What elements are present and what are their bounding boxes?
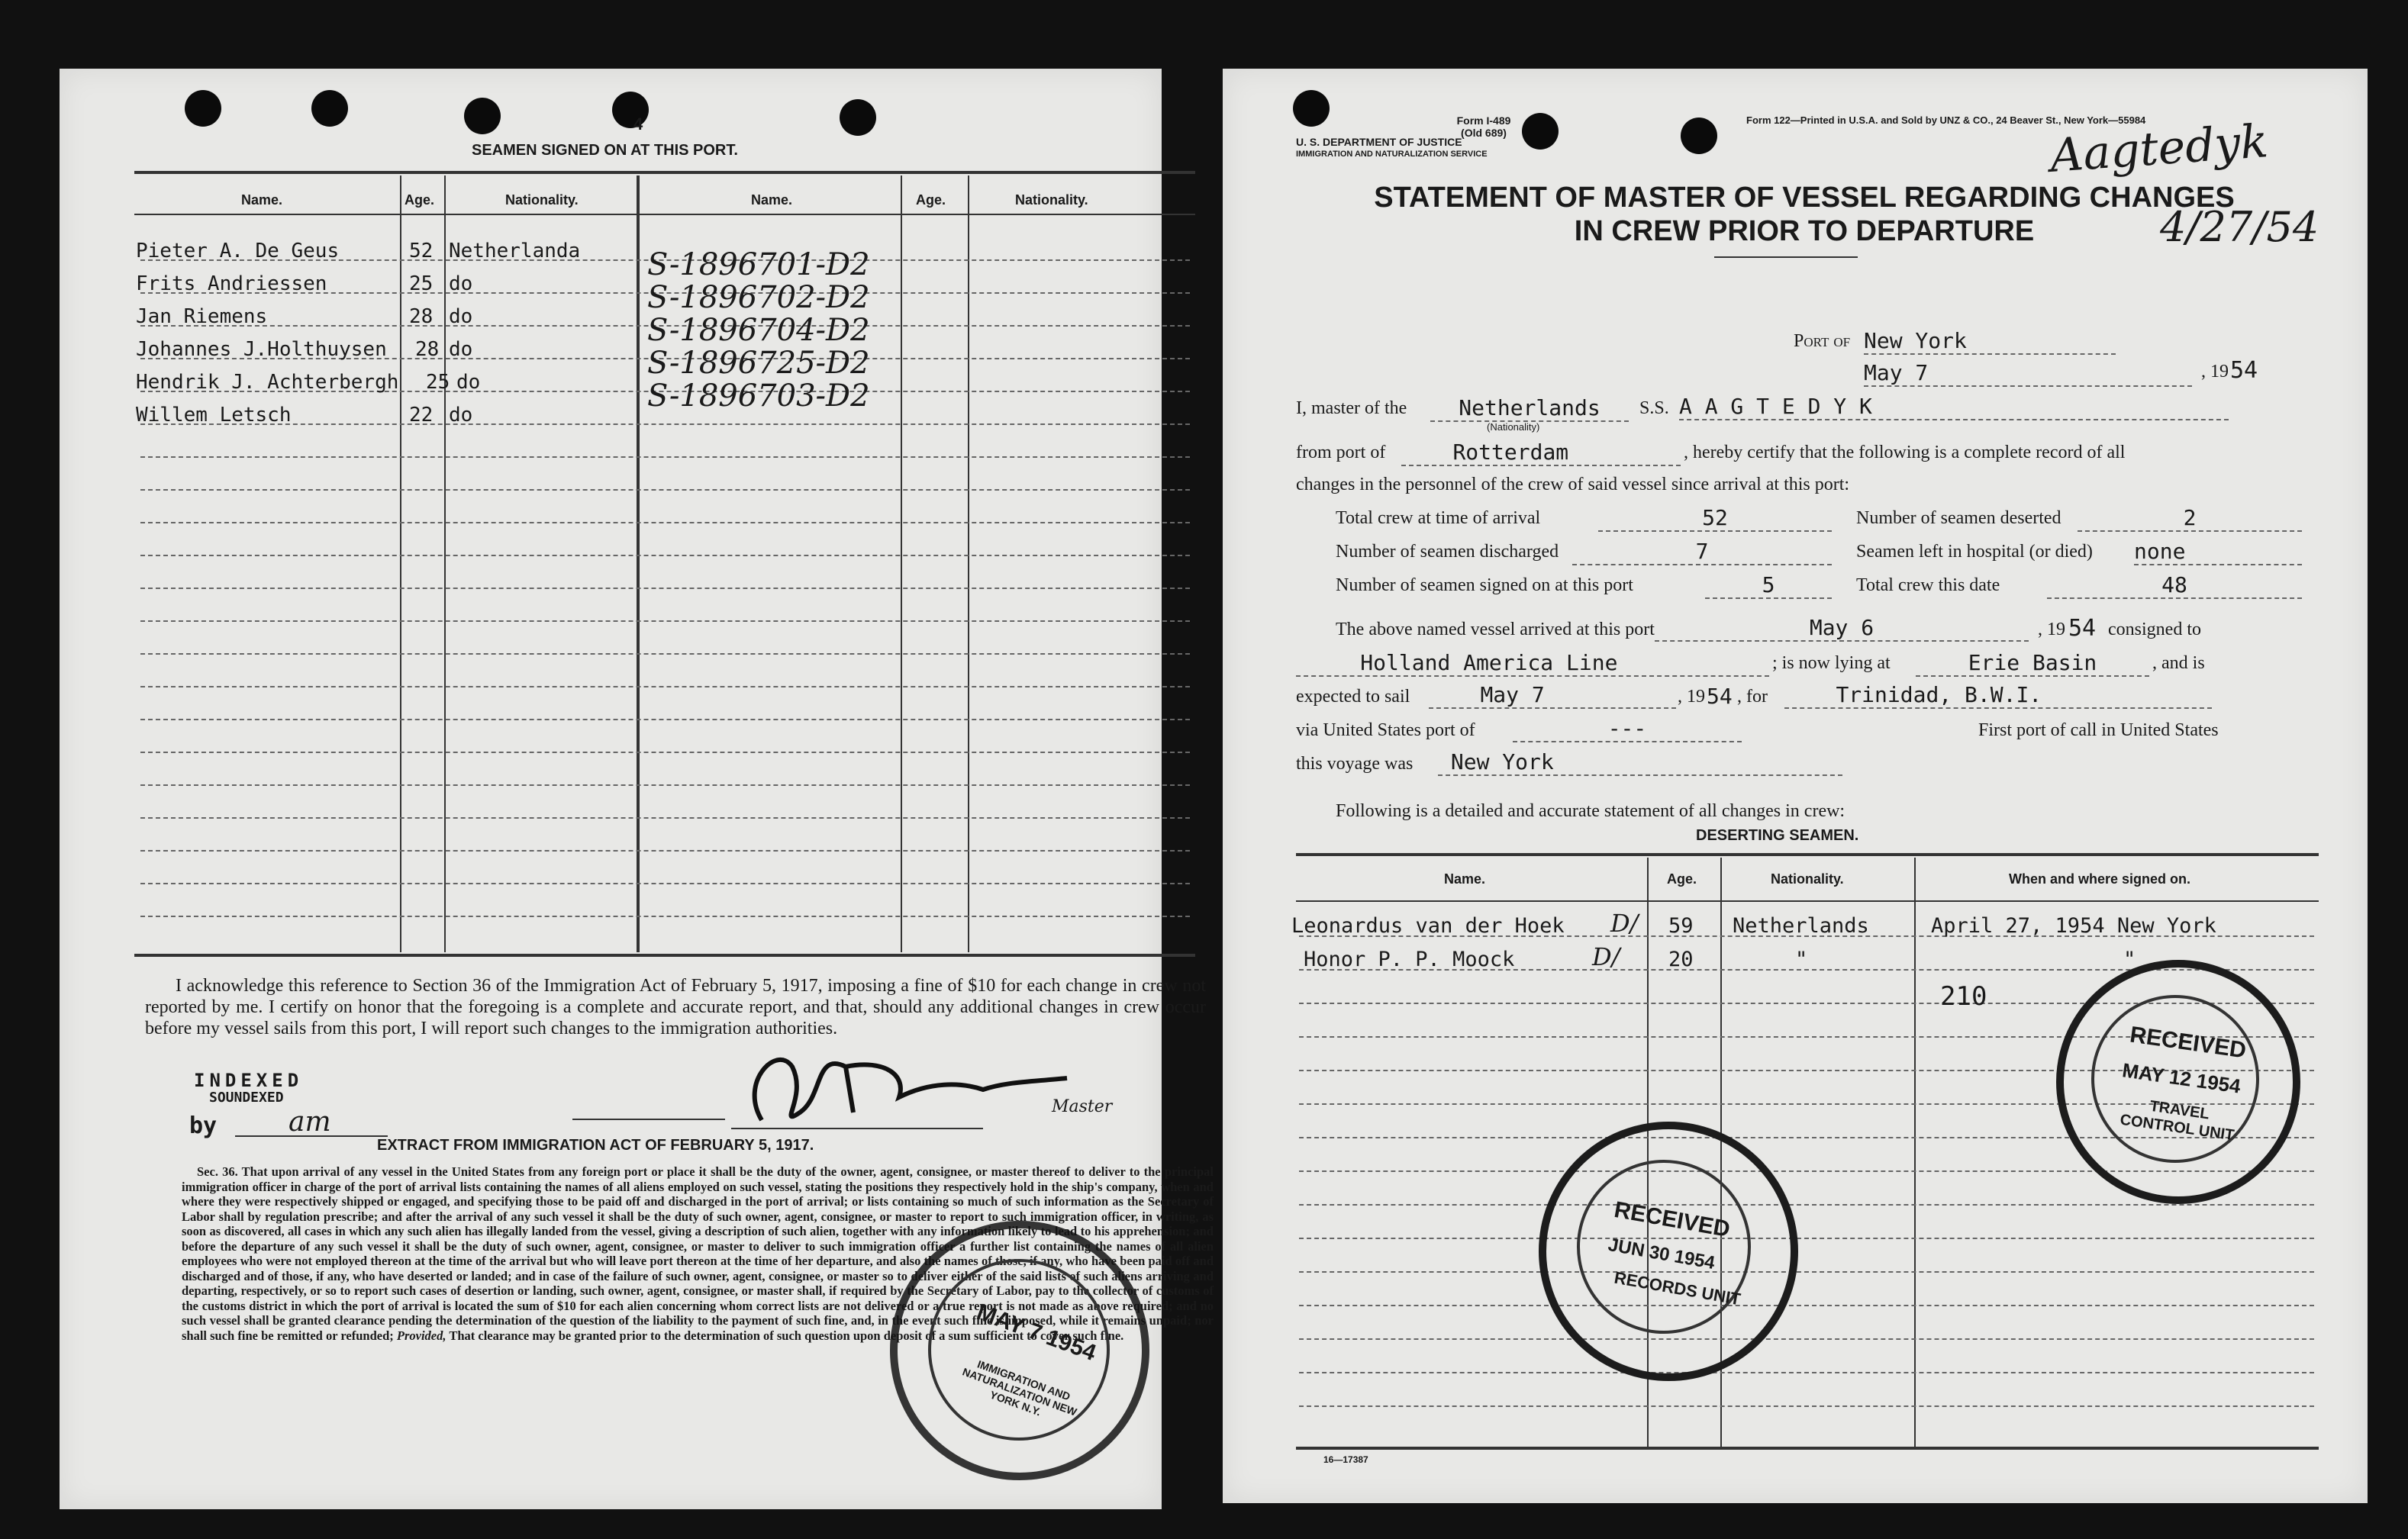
- ship-name: A A G T E D Y K: [1679, 394, 2229, 420]
- handwritten-ship-name: Aagtedyk: [2048, 114, 2270, 183]
- crew-nationality: Netherlanda: [449, 240, 581, 262]
- consigned-label: consigned to: [2108, 620, 2201, 639]
- crew-nationality: do: [449, 272, 473, 295]
- footer-code: 16—17387: [1323, 1454, 1368, 1465]
- stamp-date: MAY 7 1954: [973, 1299, 1100, 1366]
- crew-name: Jan Riemens: [136, 305, 268, 328]
- deserted-label: Number of seamen deserted: [1856, 508, 2061, 528]
- soundexed-stamp: SOUNDEXED: [209, 1090, 284, 1106]
- total-crew-arrival-label: Total crew at time of arrival: [1336, 508, 1541, 528]
- arrived-year-prefix: , 19: [2038, 620, 2065, 639]
- deserter-nationality: ": [1795, 948, 1808, 971]
- handwritten-number: S-1896704-D2: [647, 313, 870, 348]
- by-label: by: [189, 1112, 218, 1139]
- via-label: via United States port of: [1296, 720, 1475, 740]
- deserting-title: DESERTING SEAMEN.: [1696, 827, 1859, 844]
- year-value: 54: [2230, 357, 2258, 384]
- header-nationality: Nationality.: [1771, 871, 1844, 887]
- crew-name: Willem Letsch: [136, 404, 292, 427]
- arrived-value: May 6: [1655, 615, 2029, 642]
- handwritten-date: 4/27/54: [2160, 203, 2319, 251]
- date-value: May 7: [1864, 360, 2192, 387]
- provided-word: Provided,: [396, 1328, 446, 1343]
- header-age-2: Age.: [916, 192, 946, 208]
- table-row: [136, 301, 716, 333]
- table-header-rule: [1296, 900, 2319, 902]
- via-value: ---: [1513, 716, 1742, 742]
- from-port-text: Rotterdam: [1452, 439, 1569, 465]
- extract-body: That upon arrival of any vessel in the United States from any foreign port or place it shall be the duty of the owner, agent, consignee, or master thereof to deliver to the principal immigration officer in charge of the port of arrival lists containing the names of all aliens employed on such vessel, stating the positions they respectively hold in the ship's company, when and where they were respectively shipped or engaged, and specifying those to be paid off and discharged in the port of arrival; or lists containing so much of such information as the Secretary of Labor shall by regulation prescribe; and after the arrival of any such vessel it shall be the duty of such owner, agent, consignee, or master to report to such immigration officer, in writing, as soon as discovered, all cases in which any such alien has illegally landed from the vessel, giving a description of such alien, together with any information likely to lead to his apprehension; and before the departure of any such vessel it shall be the duty of such owner, agent, consignee, or master to deliver to such immigration officer a further list containing the names of all alien employees who were not employed thereon at the time of the arrival but who will leave port thereon at the time of her departure, and also the names of those, if any, who have been paid off and discharged and of those, if any, who have deserted or landed; and in case of the failure of such owner, agent, consignee, or master so to deliver either of the said lists of such aliens arriving and departing, respectively, or so to report such cases of desertion or landing, such owner, agent, consignee, or master shall, if required by the Secretary of Labor, pay to the collector of customs of the customs district in which the port of arrival is located the sum of $10 for each alien concerning whom correct lists are not delivered or a true report is not made as above required; and no such vessel shall be granted clearance pending the determination of the question of the liability to the payment of such fine, and, in the event such fine is imposed, while it remains unpaid; nor shall such fine be remitted or refunded;: [182, 1164, 1214, 1343]
- punch-hole: [311, 90, 348, 127]
- stamp1-date: MAY 12 1954: [2120, 1058, 2242, 1098]
- stamp1-received: RECEIVED: [2128, 1022, 2248, 1064]
- discharged-value: [1572, 539, 1832, 565]
- expected-year: 54: [1707, 684, 1733, 709]
- crew-nationality: do: [456, 371, 481, 394]
- expected-value: [1429, 682, 1676, 709]
- crew-age: 25: [409, 272, 434, 295]
- header-name-2: Name.: [751, 192, 793, 208]
- arrived-year: 54: [2068, 615, 2097, 642]
- crew-name: Frits Andriessen: [136, 272, 327, 295]
- year-prefix: , 19: [2201, 362, 2229, 382]
- deserter-name: Leonardus van der Hoek: [1291, 914, 1565, 938]
- stamp2-unit: RECORDS UNIT: [1613, 1267, 1742, 1309]
- for-text: Trinidad, B.W.I.: [1836, 682, 2042, 707]
- handwritten-number: S-1896703-D2: [647, 378, 870, 414]
- signed-on-value: 5: [1705, 572, 1832, 599]
- crew-age: 22: [409, 404, 434, 427]
- ss-label: S.S.: [1639, 398, 1669, 418]
- expected-label: expected to sail: [1296, 687, 1410, 707]
- sec-label: Sec. 36.: [197, 1164, 238, 1179]
- consignee-text: Holland America Line: [1360, 650, 1618, 675]
- crew-nationality: do: [449, 338, 473, 361]
- crew-age: 28: [409, 305, 434, 328]
- lying-label: ; is now lying at: [1772, 653, 1891, 673]
- total-crew-date-label: Total crew this date: [1856, 575, 2000, 595]
- signed-on-label: Number of seamen signed on at this port: [1336, 575, 1633, 595]
- crew-nationality: do: [449, 305, 473, 328]
- extract-title: EXTRACT FROM IMMIGRATION ACT OF FEBRUARY 5, 1917.: [377, 1137, 814, 1154]
- crew-name: Johannes J.Holthuysen: [136, 338, 387, 361]
- form-number-text: Form I-489: [1456, 114, 1511, 127]
- crew-age: 52: [409, 240, 434, 262]
- page-number: 4: [633, 114, 643, 134]
- number-210: 210: [1940, 981, 1987, 1012]
- table-bottom-rule: [134, 954, 1195, 957]
- handwritten-number: S-1896725-D2: [647, 346, 870, 381]
- discharged-text: 7: [1695, 539, 1709, 564]
- table-row: [136, 366, 716, 399]
- for-value: [1784, 682, 2212, 709]
- travel-control-stamp: [2056, 960, 2300, 1204]
- header-name: Name.: [1444, 871, 1486, 887]
- expected-text: May 7: [1480, 682, 1545, 707]
- total-crew-arrival-value: 52: [1598, 505, 1832, 532]
- from-port-value: [1401, 439, 1681, 466]
- deserter-mark: D/: [1592, 942, 1620, 971]
- for-label: , for: [1737, 687, 1768, 707]
- left-page: [60, 69, 1214, 1509]
- header-age: Age.: [405, 192, 435, 208]
- header-nationality-2: Nationality.: [1015, 192, 1088, 208]
- deserter-mark: D/: [1610, 909, 1639, 938]
- first-port-label: First port of call in United States: [1978, 720, 2219, 740]
- expected-year-prefix: , 19: [1678, 687, 1705, 707]
- right-page: [1223, 69, 2368, 1503]
- deserter-signed-on: April 27, 1954 New York: [1931, 914, 2216, 938]
- crew-age: 25: [426, 371, 450, 394]
- discharged-label: Number of seamen discharged: [1336, 542, 1559, 562]
- punch-hole: [612, 92, 649, 128]
- records-unit-stamp: [1539, 1122, 1798, 1381]
- punch-hole: [1681, 118, 1717, 154]
- printer-line: Form 122—Printed in U.S.A. and Sold by UNZ & CO., 24 Beaver St., New York—55984: [1746, 114, 2146, 126]
- form-title: STATEMENT OF MASTER OF VESSEL REGARDING CHANGES: [1374, 182, 2235, 214]
- form-old-text: (Old 689): [1461, 127, 1507, 139]
- and-is-label: , and is: [2152, 653, 2205, 673]
- by-line: [235, 1135, 388, 1137]
- table-row: [136, 333, 716, 366]
- punch-hole: [464, 98, 501, 134]
- hospital-label: Seamen left in hospital (or died): [1856, 542, 2093, 562]
- handwritten-number: S-1896702-D2: [647, 280, 870, 315]
- voyage-label: this voyage was: [1296, 754, 1414, 774]
- voyage-text: New York: [1450, 749, 1554, 774]
- stamp1-unit: TRAVEL CONTROL UNIT: [2119, 1097, 2236, 1145]
- stamp2-received: RECEIVED: [1612, 1196, 1733, 1243]
- punch-hole: [185, 90, 221, 127]
- port-of-value: New York: [1864, 328, 2116, 355]
- table-top-rule: [134, 171, 1195, 174]
- deserter-nationality: Netherlands: [1733, 914, 1869, 938]
- stamp-text: IMMIGRATION AND NATURALIZATION NEW YORK N.Y.: [960, 1357, 1079, 1418]
- signature-line: [572, 1119, 725, 1120]
- acknowledgement-text: I acknowledge this reference to Section 36 of the Immigration Act of February 5, 1917, imposing a fine of $10 for each change in crew not reported by me. I certify on honor that the foregoing is a complete and accurate report, and that, should any additional changes in crew occur before my vessel sails from this port, I will report such changes to the immigration authorities.: [145, 976, 1206, 1038]
- changes-text: changes in the personnel of the crew of said vessel since arrival at this port:: [1296, 475, 1850, 494]
- indexed-stamp: INDEXED: [194, 1070, 304, 1091]
- crew-list: [136, 235, 716, 432]
- section-title: SEAMEN SIGNED ON AT THIS PORT.: [472, 142, 738, 159]
- deserter-age: 20: [1668, 948, 1694, 971]
- handwritten-numbers: [647, 249, 870, 413]
- header-nationality: Nationality.: [505, 192, 579, 208]
- deserter-name: Honor P. P. Moock: [1304, 948, 1515, 971]
- master-label: Master: [1052, 1097, 1113, 1116]
- signature-line: [731, 1128, 983, 1129]
- crew-nationality: do: [449, 404, 473, 427]
- table-header-rule: [134, 214, 1195, 215]
- deserter-signed-on: ": [2123, 948, 2136, 971]
- crew-age: 28: [415, 338, 440, 361]
- consignee-value: [1296, 650, 1769, 677]
- header-age: Age.: [1667, 871, 1697, 887]
- lying-value: Erie Basin: [1916, 650, 2149, 677]
- certify-text: , hereby certify that the following is a complete record of all: [1684, 443, 2126, 462]
- table-top-rule: [1296, 853, 2319, 856]
- following-text: Following is a detailed and accurate statement of all changes in crew:: [1336, 801, 1845, 821]
- punch-hole: [1293, 90, 1330, 127]
- inspection-stamp: [890, 1221, 1149, 1480]
- department: U. S. DEPARTMENT OF JUSTICE: [1296, 136, 1462, 148]
- port-of-label: Port of: [1794, 331, 1851, 351]
- table-row: [1291, 910, 2314, 943]
- master-signature: [731, 1036, 1082, 1135]
- handwritten-number: S-1896701-D2: [647, 247, 870, 282]
- table-row: [136, 268, 716, 301]
- hospital-value: none: [2134, 539, 2302, 565]
- header-when-where: When and where signed on.: [2009, 871, 2191, 887]
- service: IMMIGRATION AND NATURALIZATION SERVICE: [1296, 150, 1488, 159]
- deserter-age: 59: [1668, 914, 1694, 938]
- header-name: Name.: [241, 192, 283, 208]
- crew-name: Pieter A. De Geus: [136, 240, 340, 262]
- voyage-value: [1438, 749, 1842, 776]
- stamp2-date: JUN 30 1954: [1606, 1234, 1717, 1274]
- table-row: [136, 399, 716, 432]
- punch-hole: [840, 99, 876, 136]
- master-of-label: I, master of the: [1296, 398, 1407, 418]
- nationality-value: Netherlands: [1430, 395, 1629, 422]
- table-bottom-rule: [1296, 1447, 2319, 1450]
- nationality-label: (Nationality): [1487, 421, 1540, 433]
- by-initials: am: [289, 1106, 331, 1138]
- form-title-2: IN CREW PRIOR TO DEPARTURE: [1574, 215, 2035, 247]
- extract-end: That clearance may be granted prior to the determination of such question upon deposit of a sum sufficient to cover such fine.: [449, 1328, 1124, 1343]
- arrived-label: The above named vessel arrived at this port: [1336, 620, 1655, 639]
- crew-name: Hendrik J. Achterbergh: [136, 371, 399, 394]
- total-crew-date-value: 48: [2047, 572, 2302, 599]
- title-rule: [1714, 256, 1858, 258]
- from-port-label: from port of: [1296, 443, 1386, 462]
- deserted-value: 2: [2078, 505, 2302, 532]
- table-row: [136, 235, 716, 268]
